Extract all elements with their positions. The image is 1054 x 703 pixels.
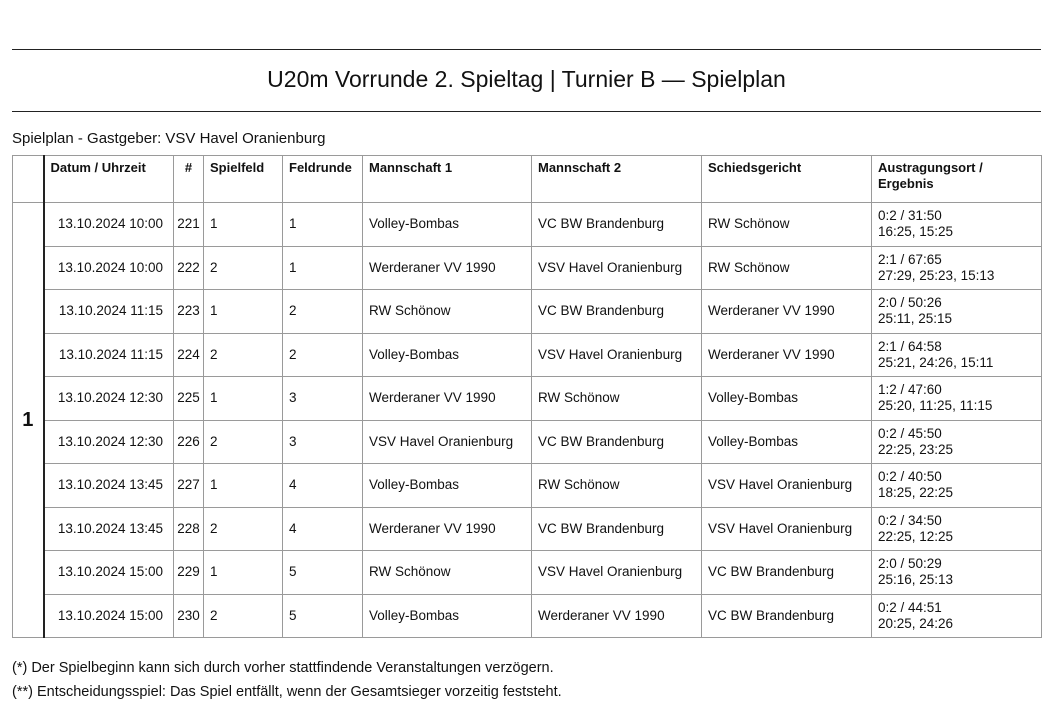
cell-number: 221 — [174, 203, 204, 247]
cell-referee: VC BW Brandenburg — [702, 551, 872, 595]
cell-court: 2 — [204, 333, 283, 377]
cell-referee: Werderaner VV 1990 — [702, 290, 872, 334]
cell-datetime: 13.10.2024 15:00 — [44, 551, 174, 595]
cell-team2: RW Schönow — [532, 377, 702, 421]
cell-team1: Volley-Bombas — [363, 464, 532, 508]
cell-team2: VC BW Brandenburg — [532, 290, 702, 334]
cell-team2: VSV Havel Oranienburg — [532, 333, 702, 377]
cell-round: 2 — [283, 333, 363, 377]
cell-team1: Werderaner VV 1990 — [363, 507, 532, 551]
result-sets: 20:25, 24:26 — [878, 615, 954, 631]
column-header-round: Feldrunde — [283, 156, 363, 203]
cell-referee: Werderaner VV 1990 — [702, 333, 872, 377]
result-summary: 2:1 / 64:58 — [878, 338, 942, 354]
result-sets: 27:29, 25:23, 15:13 — [878, 267, 995, 283]
page-title: U20m Vorrunde 2. Spieltag | Turnier B — Spielplan — [267, 66, 786, 92]
cell-round: 2 — [283, 290, 363, 334]
result-sets: 25:20, 11:25, 11:15 — [878, 398, 993, 414]
cell-number: 222 — [174, 246, 204, 290]
table-row — [13, 290, 1042, 334]
cell-result — [872, 420, 1042, 464]
cell-referee: RW Schönow — [702, 246, 872, 290]
cell-result — [872, 551, 1042, 595]
cell-team1: Werderaner VV 1990 — [363, 377, 532, 421]
cell-referee: Volley-Bombas — [702, 420, 872, 464]
result-summary: 0:2 / 44:51 — [878, 599, 942, 615]
cell-team1: RW Schönow — [363, 290, 532, 334]
column-header-court: Spielfeld — [204, 156, 283, 203]
cell-number: 226 — [174, 420, 204, 464]
cell-round: 5 — [283, 594, 363, 638]
cell-referee: VSV Havel Oranienburg — [702, 464, 872, 508]
cell-team1: Werderaner VV 1990 — [363, 246, 532, 290]
result-sets: 16:25, 15:25 — [878, 224, 954, 240]
cell-team1: Volley-Bombas — [363, 333, 532, 377]
cell-result — [872, 246, 1042, 290]
title-divider — [12, 111, 1041, 112]
cell-team2: VC BW Brandenburg — [532, 203, 702, 247]
cell-round: 1 — [283, 203, 363, 247]
table-row — [13, 246, 1042, 290]
cell-court: 2 — [204, 594, 283, 638]
result-sets: 25:11, 25:15 — [878, 311, 953, 327]
schedule-caption: Spielplan - Gastgeber: VSV Havel Oranienburg — [12, 130, 326, 147]
cell-round: 4 — [283, 464, 363, 508]
cell-round: 3 — [283, 377, 363, 421]
cell-number: 228 — [174, 507, 204, 551]
cell-result — [872, 464, 1042, 508]
schedule-table — [12, 155, 1042, 638]
result-sets: 22:25, 12:25 — [878, 528, 954, 544]
result-summary: 0:2 / 31:50 — [878, 208, 942, 224]
result-sets: 18:25, 22:25 — [878, 485, 954, 501]
table-row — [13, 420, 1042, 464]
cell-referee: VC BW Brandenburg — [702, 594, 872, 638]
cell-number: 227 — [174, 464, 204, 508]
result-summary: 0:2 / 45:50 — [878, 425, 942, 441]
cell-datetime: 13.10.2024 13:45 — [44, 464, 174, 508]
result-summary: 0:2 / 34:50 — [878, 512, 942, 528]
table-row — [13, 594, 1042, 638]
cell-datetime: 13.10.2024 10:00 — [44, 246, 174, 290]
footnote-decider: (**) Entscheidungsspiel: Das Spiel entfällt, wenn der Gesamtsieger vorzeitig feststeht. — [12, 684, 562, 700]
column-header-team2: Mannschaft 2 — [532, 156, 702, 203]
cell-number: 230 — [174, 594, 204, 638]
cell-court: 2 — [204, 246, 283, 290]
column-header-venue-result — [872, 156, 1042, 203]
cell-datetime: 13.10.2024 15:00 — [44, 594, 174, 638]
cell-round: 3 — [283, 420, 363, 464]
footnote-delay: (*) Der Spielbeginn kann sich durch vorher stattfindende Veranstaltungen verzögern. — [12, 660, 554, 676]
cell-court: 1 — [204, 377, 283, 421]
cell-result — [872, 290, 1042, 334]
cell-datetime: 13.10.2024 10:00 — [44, 203, 174, 247]
cell-team1: Volley-Bombas — [363, 594, 532, 638]
cell-referee: RW Schönow — [702, 203, 872, 247]
cell-number: 225 — [174, 377, 204, 421]
column-header-venue-line2: Ergebnis — [878, 176, 934, 191]
cell-round: 4 — [283, 507, 363, 551]
cell-result — [872, 507, 1042, 551]
column-header-venue-line1: Austragungsort / — [878, 160, 983, 175]
table-row — [13, 507, 1042, 551]
result-sets: 25:21, 24:26, 15:11 — [878, 354, 994, 370]
result-summary: 2:0 / 50:26 — [878, 295, 942, 311]
cell-court: 2 — [204, 420, 283, 464]
cell-result — [872, 377, 1042, 421]
result-sets: 22:25, 23:25 — [878, 441, 954, 457]
cell-team2: VSV Havel Oranienburg — [532, 246, 702, 290]
cell-team1: RW Schönow — [363, 551, 532, 595]
cell-team2: RW Schönow — [532, 464, 702, 508]
cell-team2: Werderaner VV 1990 — [532, 594, 702, 638]
cell-court: 1 — [204, 290, 283, 334]
cell-datetime: 13.10.2024 12:30 — [44, 420, 174, 464]
table-row — [13, 203, 1042, 247]
cell-team1: Volley-Bombas — [363, 203, 532, 247]
result-summary: 1:2 / 47:60 — [878, 382, 942, 398]
cell-team2: VC BW Brandenburg — [532, 420, 702, 464]
column-header-referee: Schiedsgericht — [702, 156, 872, 203]
group-number: 1 — [13, 203, 44, 638]
cell-datetime: 13.10.2024 11:15 — [44, 333, 174, 377]
cell-result — [872, 594, 1042, 638]
cell-number: 223 — [174, 290, 204, 334]
cell-round: 1 — [283, 246, 363, 290]
cell-result — [872, 203, 1042, 247]
result-summary: 2:0 / 50:29 — [878, 556, 942, 572]
cell-datetime: 13.10.2024 13:45 — [44, 507, 174, 551]
cell-datetime: 13.10.2024 12:30 — [44, 377, 174, 421]
cell-referee: Volley-Bombas — [702, 377, 872, 421]
table-row — [13, 551, 1042, 595]
cell-round: 5 — [283, 551, 363, 595]
result-summary: 0:2 / 40:50 — [878, 469, 942, 485]
cell-team2: VSV Havel Oranienburg — [532, 551, 702, 595]
column-header-team1: Mannschaft 1 — [363, 156, 532, 203]
table-row — [13, 333, 1042, 377]
cell-number: 224 — [174, 333, 204, 377]
cell-team1: VSV Havel Oranienburg — [363, 420, 532, 464]
table-row — [13, 464, 1042, 508]
group-header-cell — [13, 156, 44, 203]
top-divider — [12, 49, 1041, 50]
column-header-number: # — [174, 156, 204, 203]
cell-court: 2 — [204, 507, 283, 551]
column-header-datetime: Datum / Uhrzeit — [44, 156, 174, 203]
cell-team2: VC BW Brandenburg — [532, 507, 702, 551]
cell-referee: VSV Havel Oranienburg — [702, 507, 872, 551]
cell-court: 1 — [204, 551, 283, 595]
cell-court: 1 — [204, 203, 283, 247]
result-summary: 2:1 / 67:65 — [878, 251, 942, 267]
cell-court: 1 — [204, 464, 283, 508]
table-header-row — [13, 156, 1042, 203]
cell-result — [872, 333, 1042, 377]
cell-number: 229 — [174, 551, 204, 595]
cell-datetime: 13.10.2024 11:15 — [44, 290, 174, 334]
result-sets: 25:16, 25:13 — [878, 572, 954, 588]
table-row — [13, 377, 1042, 421]
